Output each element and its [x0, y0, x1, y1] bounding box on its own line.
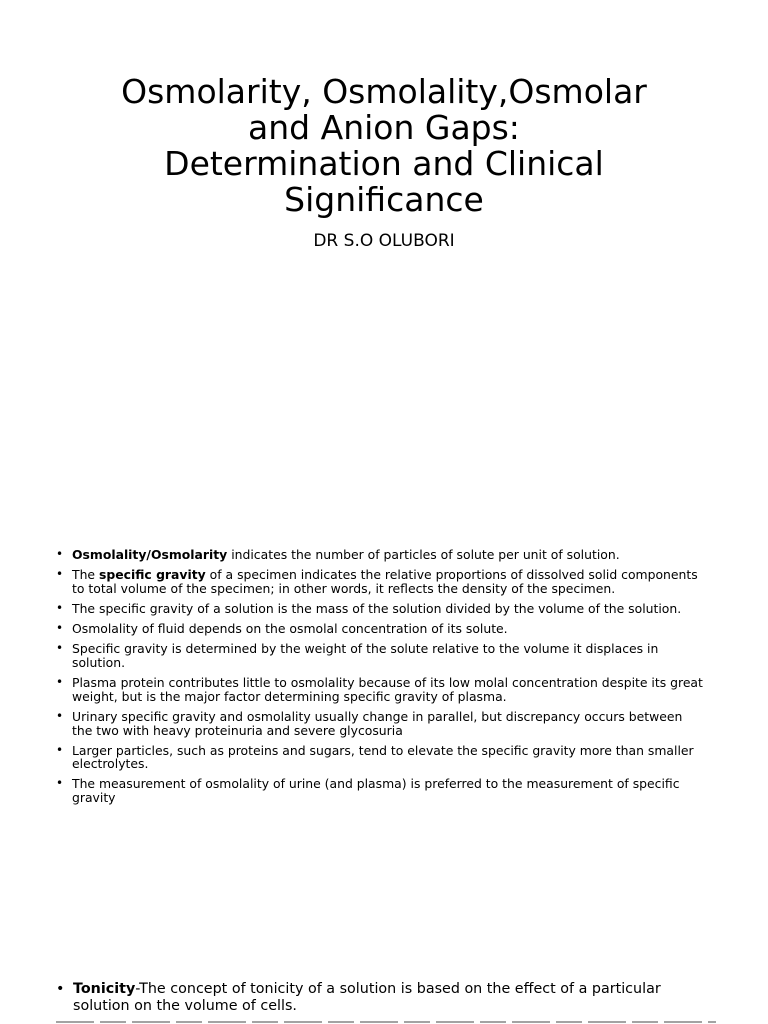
title-line-2: and Anion Gaps:	[248, 108, 520, 147]
author-name: DR S.O OLUBORI	[313, 231, 455, 251]
list-item-text: Specific gravity is determined by the weight of the solute relative to the volume it displaces in solution.	[72, 641, 659, 670]
bullet-icon: •	[56, 567, 64, 582]
list-item	[56, 744, 706, 771]
list-item-text: indicates the number of particles of solute per unit of solution.	[227, 547, 620, 562]
list-item	[56, 710, 706, 737]
bullet-icon: •	[56, 621, 64, 636]
title-line-1: Osmolarity, Osmolality,Osmolar	[121, 72, 647, 111]
bullet-icon: •	[56, 600, 64, 615]
list-item-text: Plasma protein contributes little to osmolality because of its low molal concentration despite its great weight, but is the major factor determining specific gravity of plasma.	[72, 675, 703, 704]
bullet-icon: •	[56, 708, 64, 723]
list-item	[56, 676, 706, 703]
title-line-3: Determination and Clinical	[164, 144, 604, 183]
list-item-text: Larger particles, such as proteins and sugars, tend to elevate the specific gravity more than smaller electrolytes.	[72, 742, 694, 772]
list-item-text: of a specimen indicates the relative proportions of dissolved solid components to total volume of the specimen; in other words, it reflects the density of the specimen.	[72, 567, 698, 596]
bullet-icon: •	[56, 776, 64, 791]
list-item-text: -The concept of tonicity of a solution is based on the effect of a particular solution on the volume of cells.	[73, 981, 661, 1014]
list-item	[56, 548, 706, 562]
list-item-text: The specific gravity of a solution is the mass of the solution divided by the volume of the solution.	[72, 600, 682, 616]
list-item	[56, 981, 706, 1015]
cut-off-text-line	[56, 1019, 716, 1024]
slide-title	[84, 74, 684, 218]
bold-term: Osmolality/Osmolarity	[72, 547, 228, 562]
title-line-4: Significance	[284, 180, 484, 219]
list-item	[56, 642, 706, 669]
list-item	[56, 777, 706, 804]
bullet-icon: •	[56, 981, 65, 997]
bullet-icon: •	[56, 547, 64, 561]
list-item-prefix: The	[72, 567, 99, 583]
bullet-icon: •	[56, 641, 64, 656]
list-item	[56, 568, 706, 595]
list-item-text: Osmolality of fluid depends on the osmolal concentration of its solute.	[72, 621, 508, 637]
bold-term: Tonicity	[73, 981, 136, 997]
list-item-text: The measurement of osmolality of urine (and plasma) is preferred to the measurement of specific gravity	[72, 776, 680, 806]
bullet-icon: •	[56, 742, 64, 757]
list-item	[56, 622, 706, 636]
bullet-icon: •	[56, 675, 64, 690]
tonicity-bullet-list	[56, 981, 706, 1021]
osmolality-bullet-list	[56, 548, 706, 811]
list-item-text: Urinary specific gravity and osmolality usually change in parallel, but discrepancy occurs between the two with heavy proteinuria and severe glycosuria	[72, 708, 683, 738]
list-item	[56, 602, 706, 616]
bold-term: specific gravity	[98, 567, 206, 583]
